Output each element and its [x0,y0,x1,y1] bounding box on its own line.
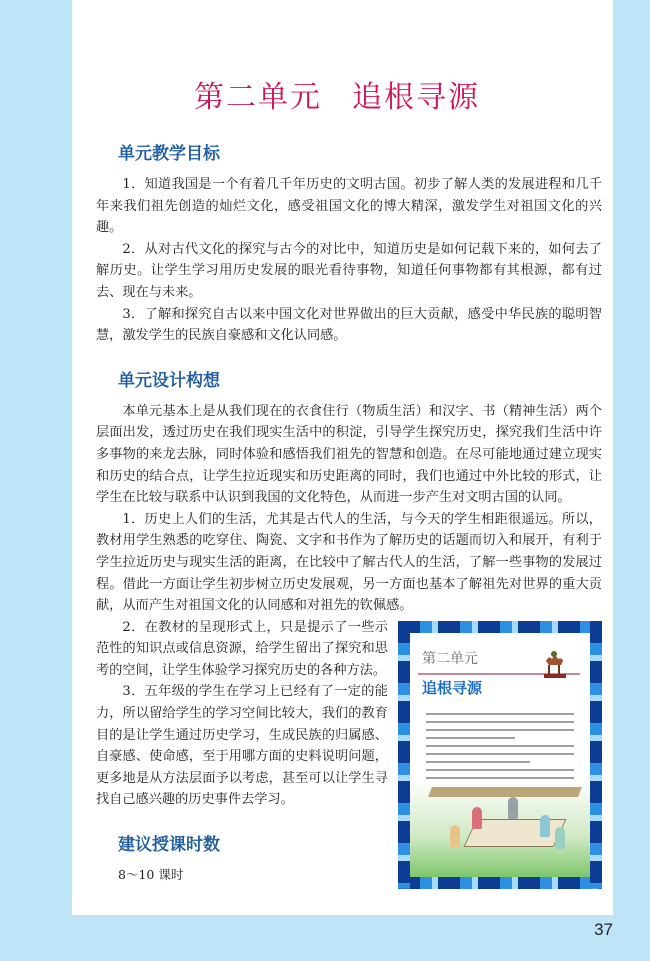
inset-unit-label: 第二单元 [422,650,478,667]
design-body [96,401,602,895]
hours-heading: 建议授课时数 [118,835,220,856]
hours-text: 8～10 课时 [118,867,184,883]
title-name: 追根寻源 [352,80,480,115]
goals-heading: 单元教学目标 [118,144,220,164]
classroom-illustration [410,779,590,877]
page-number: 37 [594,919,613,939]
goal-paragraph: 1．知道我国是一个有着几千年历史的文明古国。初步了解人类的发展进程和几千年来我们祖先创造的灿烂文化，感受祖国文化的博大精深，激发学生对祖国文化的兴趣。 [96,177,602,236]
design-section [96,369,602,895]
goals-section [96,142,602,347]
design-paragraph: 2．在教材的呈现形式上，只是提示了一些示范性的知识点或信息资源，给学生留出了探究和思考的空间，让学生体验学习探究历史的各种方法。 [96,619,388,678]
page-panel [72,0,613,915]
design-paragraph: 1．历史上人们的生活，尤其是古代人的生活，与今天的学生相距很遥远。所以，教材用学生熟悉的吃穿住、陶瓷、文字和书作为了解历史的话题而切入和展开，有利于学生拉近历史与现实生活的距离，在比较中了解古代人的生活，了解一些事物的发展过程。借此一方面让学生初步树立历史发展观，另一方面也基本了解祖先对世界的重大贡献，从而产生对祖国文化的认同感和对祖先的钦佩感。 [96,511,602,614]
goals-body [96,174,602,347]
design-paragraph: 本单元基本上是从我们现在的衣食住行（物质生活）和汉字、书（精神生活）两个层面出发，透过历史在我们现实生活中的积淀，引导学生探究历史，探究我们生活中许多事物的来龙去脉，同时体验和感悟我们祖先的智慧和创造。在尽可能地通过建立现实和历史的结合点，让学生拉近现实和历史距离的同时，我们也通过中外比较的形式，让学生在比较与联系中认识到我国的文化特色，从而进一步产生对文明古国的认同。 [96,403,602,506]
inset-title: 追根寻源 [422,678,483,697]
design-heading: 单元设计构想 [118,370,220,391]
textbook-page-image [398,621,602,889]
camel-statue-icon [542,649,568,679]
page-title [72,78,602,118]
design-paragraph: 3．五年级的学生在学习上已经有了一定的能力，所以留给学生的学习空间比较大，我们的教育目的是让学生通过历史学习，生成民族的归属感、自豪感、使命感，至于用哪方面的史料说明问题，更多地是从方法层面予以考虑，甚至可以让学生寻找自己感兴趣的历史事件去学习。 [96,684,388,808]
title-unit: 第二单元 [194,80,322,115]
goal-paragraph: 2．从对古代文化的探究与古今的对比中，知道历史是如何记载下来的，如何去了解历史。让学生学习用历史发展的眼光看待事物，知道任何事物都有其根源，都有过去、现在与未来。 [96,241,602,300]
goal-paragraph: 3．了解和探究自古以来中国文化对世界做出的巨大贡献，感受中华民族的聪明智慧，激发学生的民族自豪感和文化认同感。 [96,306,602,344]
